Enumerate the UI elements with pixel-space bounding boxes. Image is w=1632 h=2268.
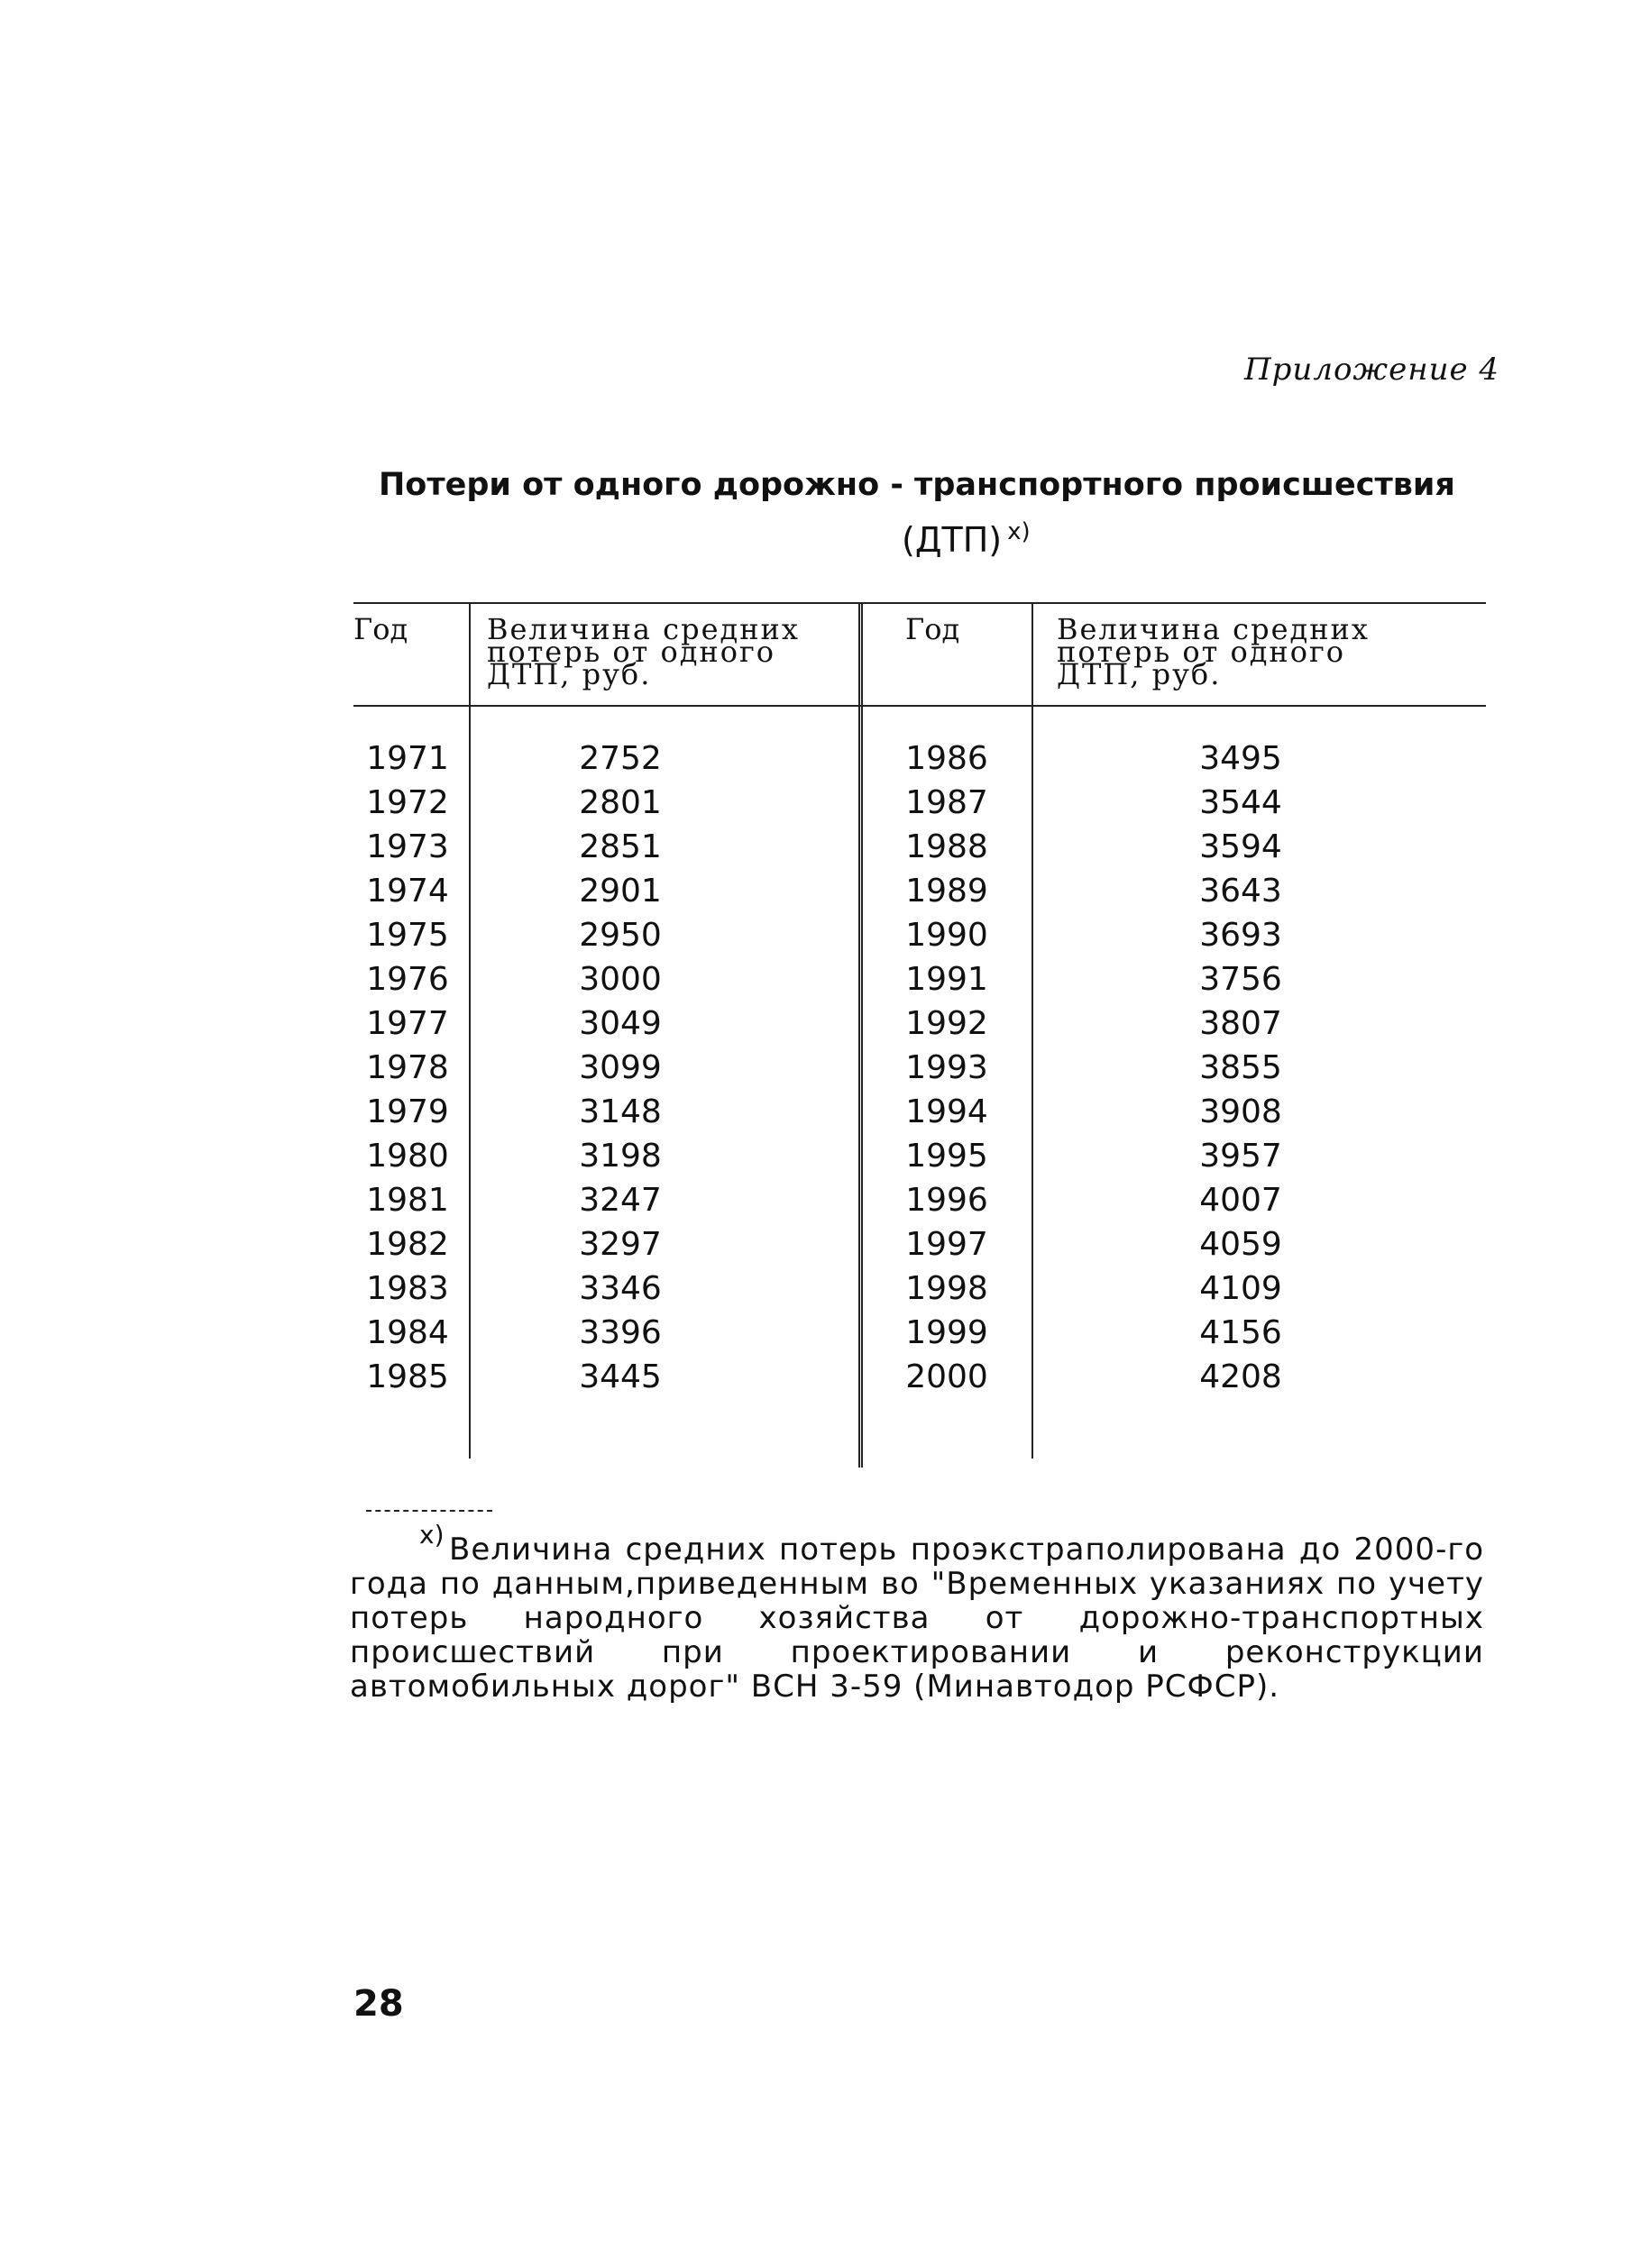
- loss-cell: 3445: [579, 1358, 662, 1395]
- year-cell: 1972: [366, 784, 449, 821]
- year-cell: 1993: [905, 1049, 988, 1086]
- loss-cell: 3756: [1199, 961, 1282, 998]
- year-cell: 1976: [366, 961, 449, 998]
- loss-cell: 4156: [1199, 1314, 1282, 1351]
- page-number: 28: [353, 1983, 404, 2025]
- loss-cell: 4059: [1199, 1226, 1282, 1263]
- year-cell: 1999: [905, 1314, 988, 1351]
- loss-cell: 3099: [579, 1049, 662, 1086]
- header-loss-right: Величина средних потерь от одного ДТП, руб.: [1057, 612, 1370, 691]
- year-cell: 1988: [905, 828, 988, 865]
- table-title-line2: [902, 518, 1031, 560]
- year-cell: 1998: [905, 1270, 988, 1307]
- year-cell: 1979: [366, 1093, 449, 1130]
- loss-cell: 4007: [1199, 1182, 1282, 1219]
- year-cell: 1983: [366, 1270, 449, 1307]
- year-cell: 1994: [905, 1093, 988, 1130]
- year-cell: 1981: [366, 1182, 449, 1219]
- footnote-marker: x): [419, 1520, 445, 1550]
- year-cell: 1984: [366, 1314, 449, 1351]
- loss-cell: 4208: [1199, 1358, 1282, 1395]
- year-cell: 1973: [366, 828, 449, 865]
- year-cell: 1991: [905, 961, 988, 998]
- loss-cell: 3148: [579, 1093, 662, 1130]
- loss-cell: 3297: [579, 1226, 662, 1263]
- loss-cell: 3855: [1199, 1049, 1282, 1086]
- header-year-right: Год: [905, 612, 960, 646]
- year-cell: 1992: [905, 1005, 988, 1042]
- col-divider-3: [1031, 602, 1033, 1459]
- loss-cell: 3396: [579, 1314, 662, 1351]
- year-cell: 1986: [905, 740, 988, 777]
- loss-cell: 3495: [1199, 740, 1282, 777]
- year-cell: 1978: [366, 1049, 449, 1086]
- loss-cell: 3544: [1199, 784, 1282, 821]
- title-footnote-marker: x): [1007, 518, 1031, 545]
- year-cell: 1995: [905, 1138, 988, 1175]
- year-cell: 1974: [366, 873, 449, 910]
- loss-cell: 3198: [579, 1138, 662, 1175]
- loss-cell: 2752: [579, 740, 662, 777]
- loss-cell: 2901: [579, 873, 662, 910]
- year-cell: 1977: [366, 1005, 449, 1042]
- table-header-rule: [353, 705, 1486, 707]
- year-cell: 1975: [366, 917, 449, 954]
- loss-cell: 4109: [1199, 1270, 1282, 1307]
- loss-cell: 3908: [1199, 1093, 1282, 1130]
- col-divider-center: [858, 602, 863, 1468]
- loss-cell: 3049: [579, 1005, 662, 1042]
- year-cell: 1982: [366, 1226, 449, 1263]
- table-title: [379, 467, 1515, 503]
- footnote-rule: [366, 1510, 492, 1512]
- year-cell: 1997: [905, 1226, 988, 1263]
- table-title-abbrev: (ДТП): [902, 520, 1003, 560]
- table-top-rule: [353, 602, 1486, 604]
- header-loss-left: Величина средних потерь от одного ДТП, руб.: [487, 612, 800, 691]
- loss-cell: 3693: [1199, 917, 1282, 954]
- losses-table: [353, 602, 1486, 1468]
- loss-cell: 3000: [579, 961, 662, 998]
- footnote: [350, 1532, 1484, 1704]
- table-title-line1: Потери от одного дорожно - транспортного происшествия: [379, 467, 1455, 503]
- year-cell: 1971: [366, 740, 449, 777]
- loss-cell: 3247: [579, 1182, 662, 1219]
- year-cell: 1996: [905, 1182, 988, 1219]
- loss-cell: 3807: [1199, 1005, 1282, 1042]
- loss-cell: 2801: [579, 784, 662, 821]
- year-cell: 1985: [366, 1358, 449, 1395]
- year-cell: 1989: [905, 873, 988, 910]
- loss-cell: 2851: [579, 828, 662, 865]
- year-cell: 1980: [366, 1138, 449, 1175]
- header-year-left: Год: [353, 612, 408, 646]
- loss-cell: 3957: [1199, 1138, 1282, 1175]
- year-cell: 2000: [905, 1358, 988, 1395]
- loss-cell: 3594: [1199, 828, 1282, 865]
- appendix-label: Приложение 4: [1244, 352, 1500, 388]
- loss-cell: 2950: [579, 917, 662, 954]
- year-cell: 1987: [905, 784, 988, 821]
- footnote-text: Величина средних потерь проэкстраполирована до 2000-го года по данным,приведенным во "Временных указаниях по учету потерь народного хозяйства от дорожно-транспортных происшествий при проектировании и реконструкции автомобильных дорог" ВСН 3-59 (Минавтодор РСФСР).: [350, 1532, 1484, 1705]
- loss-cell: 3346: [579, 1270, 662, 1307]
- loss-cell: 3643: [1199, 873, 1282, 910]
- year-cell: 1990: [905, 917, 988, 954]
